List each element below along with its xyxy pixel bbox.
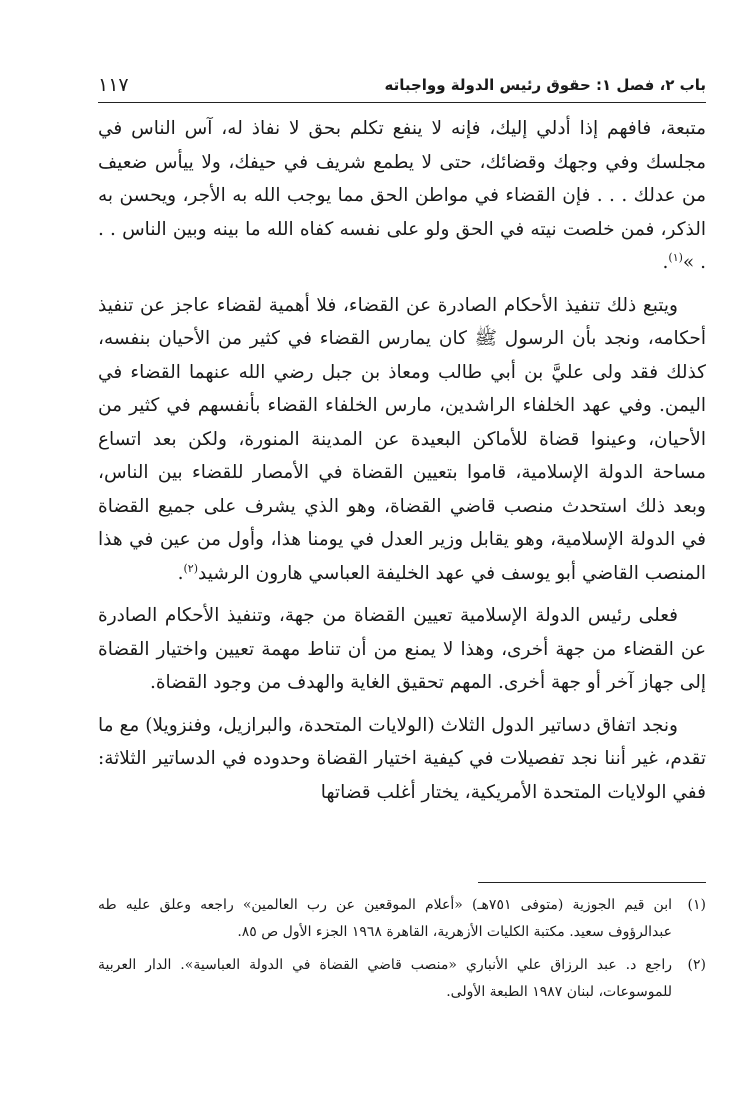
main-text bbox=[98, 112, 706, 809]
paragraph bbox=[98, 289, 706, 591]
footnote-reference[interactable]: (١) bbox=[668, 250, 683, 264]
footnote-number: (١) bbox=[687, 897, 706, 913]
paragraph: ونجد اتفاق دساتير الدول الثلاث (الولايات المتحدة، والبرازيل، وفنزويلا) مع ما تقدم، غير أننا نجد تفصيلات في كيفية اختيار القضاة وحدوده في الدساتير الثلاثة: ففي الولايات المتحدة الأمريكية، يختار أغلب قضاتها bbox=[98, 714, 706, 803]
footnotes bbox=[98, 892, 706, 1012]
footnote-reference[interactable]: (٢) bbox=[183, 561, 198, 575]
paragraph bbox=[98, 112, 706, 280]
footnote-text: راجع د. عبد الرزاق علي الأنباري «منصب قاضي القضاة في الدولة العباسية». الدار العربية للموسوعات، لبنان ١٩٨٧ الطبعة الأولى. bbox=[98, 957, 672, 1000]
footnote bbox=[98, 952, 706, 1006]
paragraph-text: متبعة، فافهم إذا أدلي إليك، فإنه لا ينفع تكلم بحق لا نفاذ له، آس الناس في مجلسك وفي وجهك وقضائك، حتى لا يطمع شريف في حيفك، ولا ييأس ضعيف من عدلك . . . فإن القضاء في مواطن الحق مما يوجب الله به الأجر، ويحسن به الذكر، فمن خلصت نيته في الحق ولو على نفسه كفاه الله ما بينه وبين الناس . . . » bbox=[98, 118, 706, 273]
footnote-number: (٢) bbox=[687, 957, 706, 973]
paragraph: فعلى رئيس الدولة الإسلامية تعيين القضاة من جهة، وتنفيذ الأحكام الصادرة عن القضاء من جهة أخرى، وهذا لا يمنع من أن تناط مهمة تعيين واختيار القضاة إلى جهاز آخر أو جهة أخرى. المهم تحقيق الغاية والهدف من وجود القضاة. bbox=[98, 605, 706, 693]
paragraph-end: . bbox=[662, 252, 669, 273]
page-number: ١١٧ bbox=[98, 74, 129, 96]
running-header bbox=[98, 74, 706, 100]
footnote bbox=[98, 892, 706, 946]
footnote-text: ابن قيم الجوزية (متوفى ٧٥١هـ) «أعلام الموقعين عن رب العالمين» راجعه وعلق عليه طه عبدالرؤوف سعيد. مكتبة الكليات الأزهرية، القاهرة ١٩٦٨ الجزء الأول ص ٨٥. bbox=[98, 897, 672, 940]
paragraph-text: ويتبع ذلك تنفيذ الأحكام الصادرة عن القضاء، فلا أهمية لقضاء عاجز عن تنفيذ أحكامه، ونجد بأن الرسول ﷺ كان يمارس القضاء في كثير من الأحيان بنفسه، كذلك فقد ولى عليَّ بن أبي طالب ومعاذ بن جبل رضي الله عنهما القضاء في اليمن. وفي عهد الخلفاء الراشدين، مارس الخلفاء القضاء بأنفسهم في كثير من الأحيان، وعينوا قضاة للأماكن البعيدة عن المدينة المنورة، ولكن بعد اتساع مساحة الدولة الإسلامية، قاموا بتعيين القضاة في الأمصار للقضاء بين الناس، وبعد ذلك استحدث منصب قاضي القضاة، وهو الذي يشرف على جميع القضاة في الدولة الإسلامية، وهو يقابل وزير العدل في يومنا هذا، وأول من عين في هذا المنصب القاضي أبو يوسف في عهد الخليفة العباسي هارون الرشيد bbox=[98, 294, 706, 584]
header-divider bbox=[98, 102, 706, 103]
paragraph-end: . bbox=[177, 562, 184, 584]
chapter-title: باب ٢، فصل ١: حقوق رئيس الدولة وواجباته bbox=[384, 76, 706, 94]
footnote-divider bbox=[478, 882, 706, 883]
